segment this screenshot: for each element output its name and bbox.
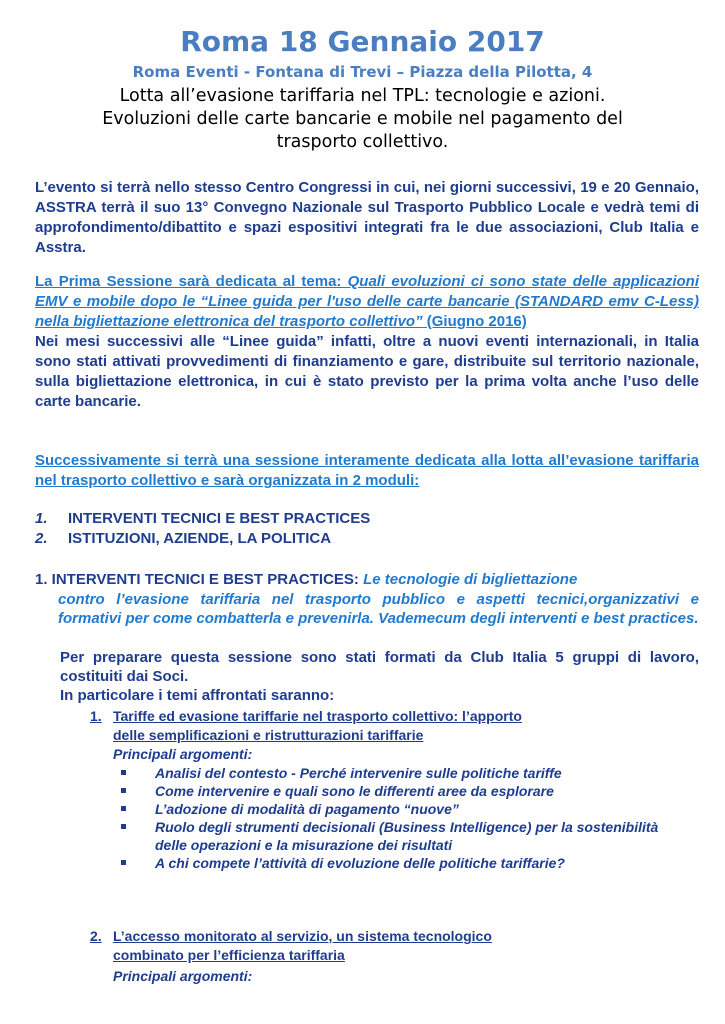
bullet-square-icon <box>121 824 126 829</box>
bullet-square-icon <box>121 860 126 865</box>
module1-heading <box>35 570 699 629</box>
page-title: Roma 18 Gennaio 2017 <box>180 25 545 58</box>
intro-paragraph: L’evento si terrà nello stesso Centro Congressi in cui, nei giorni successivi, 19 e 20 Gennaio, ASSTRA terrà il suo 13° Convegno Nazionale sul Trasporto Pubblico Locale e vedrà temi di approfondimento/dibattito e spazi espositivi integrati fra le due associazioni, Club Italia e Asstra. <box>35 179 699 256</box>
module-list-item <box>35 530 331 547</box>
module1-preparation <box>60 648 699 705</box>
list-item: Analisi del contesto - Perché intervenire sulle politiche tariffe <box>113 765 673 783</box>
topic-bullet-list <box>113 765 673 873</box>
first-session-paragraph <box>35 272 699 412</box>
topic-subheading: Principali argomenti: <box>113 746 253 762</box>
list-item: Ruolo degli strumenti decisionali (Business Intelligence) per la sostenibilità delle operazioni e la misurazione dei risultati <box>113 819 673 854</box>
event-topic: Lotta all’evasione tariffaria nel TPL: tecnologie e azioni. Evoluzioni delle carte bancarie e mobile nel pagamento del trasporto collettivo. <box>102 86 623 152</box>
topic-subheading: Principali argomenti: <box>113 968 253 984</box>
topic-title-line2: combinato per l’efficienza tariffaria <box>113 947 345 963</box>
list-item: A chi compete l’attività di evoluzione delle politiche tariffarie? <box>113 855 673 873</box>
module1-title: 1. INTERVENTI TECNICI E BEST PRACTICES: <box>35 571 359 588</box>
first-session-theme: Quali evoluzioni ci sono state delle applicazioni EMV e mobile dopo le “Linee guida per l'uso delle carte bancarie (STANDARD emv C-Less) nella bigliettazione elettronica del trasporto collettivo” <box>35 273 699 330</box>
list-item: L’adozione di modalità di pagamento “nuove” <box>113 801 673 819</box>
first-session-heading <box>35 273 699 330</box>
first-session-body: Nei mesi successivi alle “Linee guida” infatti, oltre a nuovi eventi internazionali, in Italia sono stati attivati provvedimenti di finanziamento e gare, distribuite sul territorio nazionale, sulla bigliettazione elettronica, in cui è stato previsto per la prima volta anche l’uso delle carte bancarie. <box>35 333 699 410</box>
preparation-text: Per preparare questa sessione sono stati formati da Club Italia 5 gruppi di lavoro, costituiti dai Soci. <box>60 649 699 685</box>
first-session-date: (Giugno 2016) <box>422 313 527 330</box>
module-number: 2. <box>35 530 48 547</box>
second-session-paragraph: Successivamente si terrà una sessione interamente dedicata alla lotta all’evasione tariffaria nel trasporto collettivo e sarà organizzata in 2 moduli: <box>35 452 699 489</box>
event-location: Roma Eventi - Fontana di Trevi – Piazza della Pilotta, 4 <box>132 63 593 81</box>
module1-description: contro l’evasione tariffaria nel trasporto pubblico e aspetti tecnici,organizzativi e formativi per come combatterla e prevenirla. Vademecum degli interventi e best practices. <box>58 590 699 627</box>
preparation-intro: In particolare i temi affrontati saranno: <box>60 687 335 704</box>
module-label: ISTITUZIONI, AZIENDE, LA POLITICA <box>68 530 332 547</box>
topic-title-line1: L’accesso monitorato al servizio, un sistema tecnologico <box>113 928 492 944</box>
module-list-item <box>35 510 370 527</box>
module-label: INTERVENTI TECNICI E BEST PRACTICES <box>68 510 371 527</box>
topic-title-line1: Tariffe ed evasione tariffarie nel trasporto collettivo: l’apporto <box>113 708 522 724</box>
first-session-lead: La Prima Sessione sarà dedicata al tema: <box>35 273 348 290</box>
module1-desc-first: Le tecnologie di bigliettazione <box>358 571 578 588</box>
topic-number: 2. <box>90 928 102 944</box>
module-number: 1. <box>35 510 48 527</box>
bullet-square-icon <box>121 770 126 775</box>
bullet-square-icon <box>121 788 126 793</box>
list-item: Come intervenire e quali sono le differenti aree da esplorare <box>113 783 673 801</box>
bullet-square-icon <box>121 806 126 811</box>
topic-title-line2: delle semplificazioni e ristrutturazioni tariffarie <box>113 727 424 743</box>
topic-heading <box>90 707 650 745</box>
topic-heading <box>90 927 650 965</box>
topic-number: 1. <box>90 708 102 724</box>
